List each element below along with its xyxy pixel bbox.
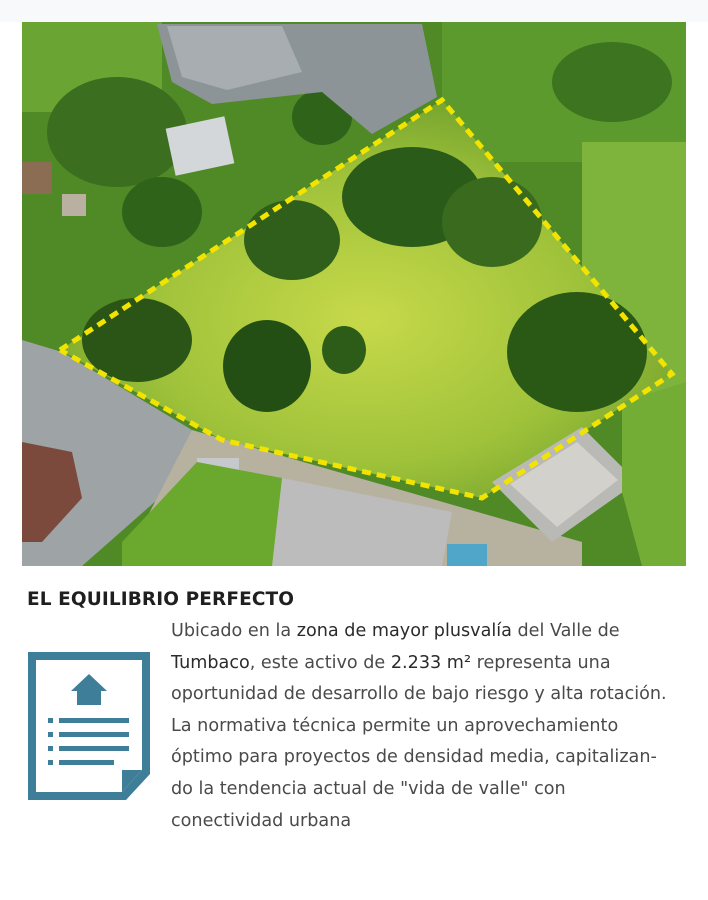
highlight-text: zona de mayor plusvalía (296, 621, 512, 641)
text-line: Ubicado en la zona de mayor plusvalía del Valle de (171, 621, 620, 641)
text-line: do la tendencia actual de "vida de valle" con (171, 778, 566, 799)
section-heading: EL EQUILIBRIO PERFECTO (27, 589, 295, 610)
text-line: La normativa técnica permite un aprovechamiento (171, 715, 619, 736)
text-line: Tumbaco, este activo de 2.233 m² representa una (171, 652, 611, 673)
description-paragraph (171, 616, 691, 837)
highlight-text: Tumbaco (171, 652, 250, 673)
aerial-lot-photo (22, 22, 686, 566)
top-band (0, 0, 708, 22)
document-house-icon (26, 650, 152, 802)
text-line: conectividad urbana (171, 810, 352, 831)
highlight-text: 2.233 m² (390, 652, 471, 673)
text-line: óptimo para proyectos de densidad media, capitalizan- (171, 747, 657, 768)
text-line: oportunidad de desarrollo de bajo riesgo y alta rotación. (171, 684, 667, 705)
